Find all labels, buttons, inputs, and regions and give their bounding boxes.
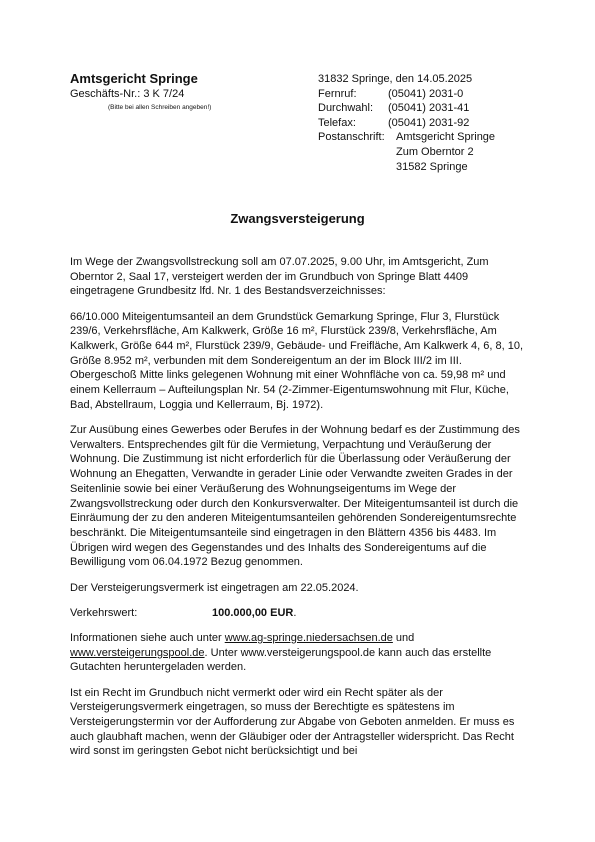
paragraph-auction-intro: Im Wege der Zwangsvollstreckung soll am 07.07.2025, 9.00 Uhr, im Amtsgericht, Zum Oberntor 2, Saal 17, versteigert werden der im Grundbuch von Springe Blatt 4409 eingetragene Grundbesitz lfd. Nr. 1 des Bestandsverzeichnisses: [70,256,489,298]
paragraph-property-description: 66/10.000 Miteigentumsanteil an dem Grundstück Gemarkung Springe, Flur 3, Flurstück 239/6, Verkehrsfläche, Am Kalkwerk, Größe 16 m², Flurstück 239/8, Verkehrsfläche, Am Kalkwerk, Größe 644 m², Flurstück 239/9, Gebäude- und Freifläche, Am Kalkwerk 4, 6, 8, 10, Größe 8.952 m², verbunden mit dem Sondereigentum an der im Block III/2 im III. Obergeschoß Mitte links gelegenen Wohnung mit einer Wohnfläche von ca. 59,98 m² und einem Kellerraum – Aufteilungsplan Nr. 54 (2-Zimmer-Eigentumswohnung mit Flur, Küche, Bad, Abstellraum, Loggia und Kellerraum, Bj. 1972). [70,310,524,411]
fax-number: (05041) 2031-92 [388,116,470,129]
market-value-suffix: . [293,606,297,619]
fax-row [318,116,495,131]
direct-row [318,101,495,116]
phone-number: (05041) 2031-0 [388,87,464,100]
paragraph-consent-terms: Zur Ausübung eines Gewerbes oder Berufes in der Wohnung bedarf es der Zustimmung des Verwalters. Entsprechendes gilt für die Vermietung, Verpachtung und Veräußerung der Wohnung. Die Zustimmung ist nicht erforderlich für die Überlassung oder Veräußerung der Wohnung an Ehegatten, Verwandte in gerader Linie oder Verwandte zweiten Grades in der Seitenlinie sowie bei einer Veräußerung des Wohnungseigentums im Wege der Zwangsvollstreckung oder durch den Konkursverwalter. Der Miteigentumsanteil ist durch die Einräumung der zu den anderen Miteigentumsanteilen gehörenden Sondereigentumsrechte beschränkt. Die Miteigentumsanteile sind eingetragen in den Blättern 4356 bis 4483. Im Übrigen wird wegen des Gegenstandes und des Inhalts des Sondereigentums auf die Bewilligung vom 06.04.1972 Bezug genommen. [70,424,520,569]
auction-pool-link[interactable]: www.versteigerungspool.de [70,646,205,659]
paragraph-information [70,631,525,675]
paragraph-rights-notice: Ist ein Recht im Grundbuch nicht vermerkt oder wird ein Recht später als der Versteigerungsvermerk eingetragen, so muss der Berechtigte es spätestens im Versteigerungstermin vor der Aufforderung zur Abgabe von Geboten anmelden. Er muss es auch glaubhaft machen, wenn der Gläubiger oder der Antragsteller widerspricht. Das Recht wird sonst im geringsten Gebot nicht berücksichtigt und bei [70,686,515,758]
info-text-post: . Unter www.versteigerungspool.de kann auch das erstellte Gutachten heruntergeladen werden. [70,646,492,674]
postal-line1: Amtsgericht Springe [396,131,496,144]
market-value-row [70,606,525,621]
direct-label: Durchwahl: [318,102,374,115]
direct-number: (05041) 2031-41 [388,102,470,115]
info-text-mid: und [392,631,415,644]
postal-line2: Zum Oberntor 2 [396,145,474,158]
postal-row [318,130,495,145]
reference-hint: (Bitte bei allen Schreiben angeben!) [108,104,212,111]
phone-row [318,87,495,102]
phone-label: Fernruf: [318,87,357,100]
fax-label: Telefax: [318,116,356,129]
info-text-pre: Informationen siehe auch unter [70,631,225,644]
market-value: 100.000,00 EUR [212,606,294,619]
place-date: 31832 Springe, den 14.05.2025 [318,73,473,85]
paragraph-registration-note: Der Versteigerungsvermerk ist eingetragen am 22.05.2024. [70,581,359,594]
contact-block [318,72,495,174]
court-name: Amtsgericht Springe [70,71,198,86]
postal-label: Postanschrift: [318,131,385,144]
market-value-label: Verkehrswert: [70,606,138,619]
court-website-link[interactable]: www.ag-springe.niedersachsen.de [224,631,393,644]
postal-line3: 31582 Springe [396,160,468,173]
document-title: Zwangsversteigerung [230,211,365,226]
document-body [70,255,525,770]
case-reference: Geschäfts-Nr.: 3 K 7/24 [70,88,185,100]
